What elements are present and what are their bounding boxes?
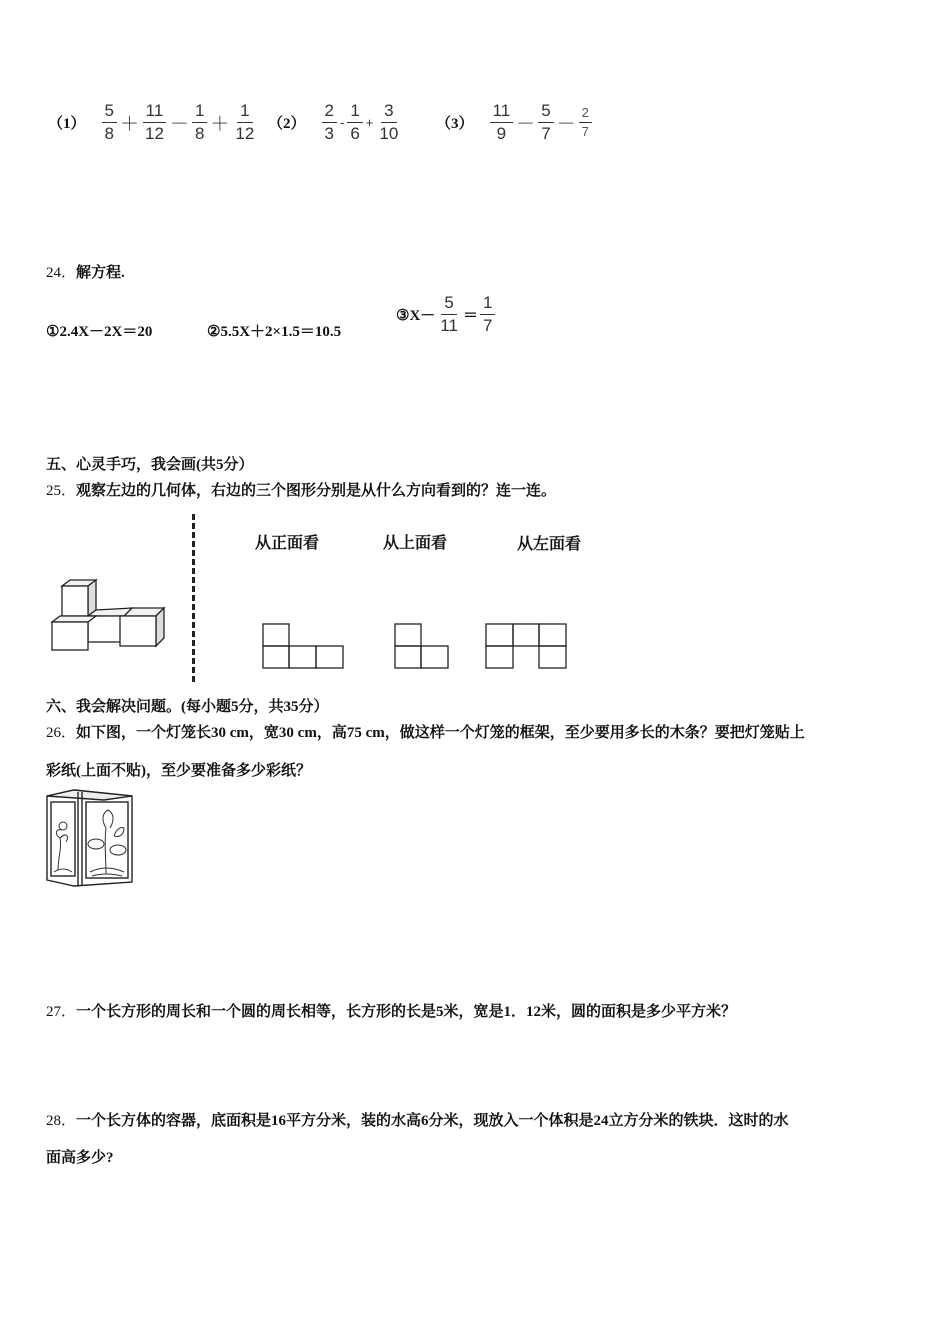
- section-6-title: 六、我会解决问题。(每小题5分，共35分）: [46, 699, 329, 715]
- question-body: 如下图，一个灯笼长30 cm，宽30 cm，高75 cm，做这样一个灯笼的框架，至少要用多长的木条？要把灯笼贴上: [76, 725, 805, 741]
- q23-expr-2: [268, 102, 403, 143]
- question-number: 28．: [46, 1113, 77, 1129]
- equation-prefix: ③X－: [396, 308, 436, 324]
- q24-equation-3: [396, 294, 497, 335]
- view-label-front: 从正面看: [255, 535, 320, 552]
- q26-line-2: 彩纸(上面不贴)，至少要准备多少彩纸？: [46, 763, 311, 779]
- q25-text: [46, 479, 556, 500]
- question-number: 24．: [46, 265, 77, 281]
- expr-label: （3）: [436, 116, 474, 132]
- expr-label: （2）: [268, 116, 306, 132]
- question-body: 一个长方形的周长和一个圆的周长相等，长方形的长是5米，宽是1．12米，圆的面积是多少平方米？: [76, 1004, 737, 1020]
- q28-line-2: 面高多少?: [46, 1150, 114, 1166]
- section-5-title: 五、心灵手巧，我会画(共5分）: [46, 457, 254, 473]
- fraction: $\frac{1}{7}$: [480, 294, 495, 335]
- q24-equation-2: ②5.5X＋2×1.5＝10.5: [207, 324, 342, 340]
- expr-label: （1）: [48, 116, 86, 132]
- operator: －: [556, 114, 576, 135]
- q28-line-1: [46, 1109, 789, 1130]
- view-label-left: 从左面看: [517, 536, 582, 553]
- fraction: $\frac{1}{8}$: [192, 102, 207, 143]
- fraction: $\frac{5}{11}$: [440, 293, 458, 335]
- fraction: $\frac{1}{12}$: [235, 101, 255, 143]
- question-number: 27．: [46, 1004, 77, 1020]
- q26-line-1: [46, 721, 805, 742]
- cube-solid-figure: [48, 578, 170, 654]
- fraction: $\frac{1}{6}$: [347, 102, 362, 143]
- question-title: 解方程.: [76, 265, 125, 281]
- dashed-divider: [192, 514, 195, 682]
- q27-text: [46, 1000, 736, 1021]
- question-body: 一个长方体的容器，底面积是16平方分米，装的水高6分米，现放入一个体积是24立方分米的铁块．这时的水: [76, 1113, 789, 1129]
- fraction: $\frac{11}{9}$: [490, 102, 514, 143]
- fraction: $\frac{2}{3}$: [322, 102, 337, 143]
- q24-equation-1: ①2.4X－2X＝20: [46, 324, 153, 340]
- operator: －: [169, 114, 189, 135]
- fraction: $\frac{5}{7}$: [538, 102, 553, 143]
- fraction: $\frac{5}{8}$: [102, 102, 117, 143]
- view-shape-1: [262, 623, 344, 669]
- operator: +: [365, 115, 374, 130]
- lantern-illustration: [44, 788, 136, 888]
- q24-heading: [46, 261, 125, 282]
- fraction: $\frac{3}{10}$: [379, 101, 399, 143]
- operator: －: [516, 114, 536, 135]
- question-body: 观察左边的几何体，右边的三个图形分别是从什么方向看到的？连一连。: [76, 483, 557, 499]
- question-number: 25．: [46, 483, 77, 499]
- question-number: 26．: [46, 725, 77, 741]
- operator: ＋: [119, 114, 139, 135]
- fraction: $\frac{2}{7}$: [579, 106, 592, 139]
- operator: ＋: [210, 114, 230, 135]
- q23-expr-1: [48, 102, 259, 143]
- operator: -: [339, 115, 345, 130]
- fraction: $\frac{11}{12}$: [142, 102, 167, 143]
- equals-sign: ＝: [462, 308, 478, 324]
- q23-expr-3: [436, 102, 594, 143]
- view-shape-2: [394, 623, 450, 669]
- view-label-top: 从上面看: [383, 535, 448, 552]
- view-shape-3: [485, 623, 568, 669]
